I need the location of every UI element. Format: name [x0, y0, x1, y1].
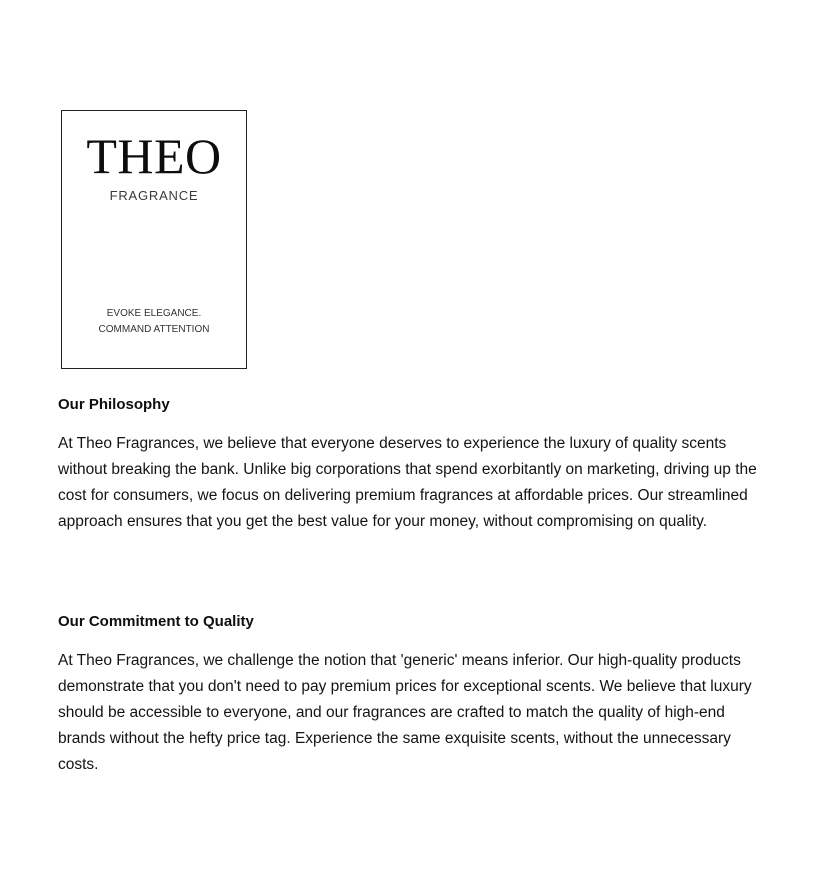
logo-tagline-line-2: COMMAND ATTENTION: [98, 324, 210, 335]
philosophy-body: At Theo Fragrances, we believe that everyone deserves to experience the luxury of quality scents without breaking the bank. Unlike big corporations that spend exorbitantly on marketing, driving up the cost for consumers, we focus on delivering premium fragrances at affordable prices. Our streamlined approach ensures that you get the best value for your money, without compromising on quality.: [58, 435, 757, 530]
quality-commitment-section: [58, 612, 758, 778]
philosophy-heading: Our Philosophy: [58, 396, 170, 413]
brand-logo-card: [61, 110, 247, 369]
quality-commitment-body: At Theo Fragrances, we challenge the notion that 'generic' means inferior. Our high-quality products demonstrate that you don't need to pay premium prices for exceptional scents. We believe that luxury should be accessible to everyone, and our fragrances are crafted to match the quality of high-end brands without the hefty price tag. Experience the same exquisite scents, without the unnecessary costs.: [58, 652, 752, 773]
logo-subtitle: FRAGRANCE: [109, 188, 199, 203]
logo-tagline: [62, 306, 246, 338]
quality-commitment-heading: Our Commitment to Quality: [58, 613, 254, 630]
philosophy-section: [58, 395, 758, 535]
logo-brand-name: THEO: [86, 128, 222, 184]
logo-tagline-line-1: EVOKE ELEGANCE.: [106, 308, 202, 319]
